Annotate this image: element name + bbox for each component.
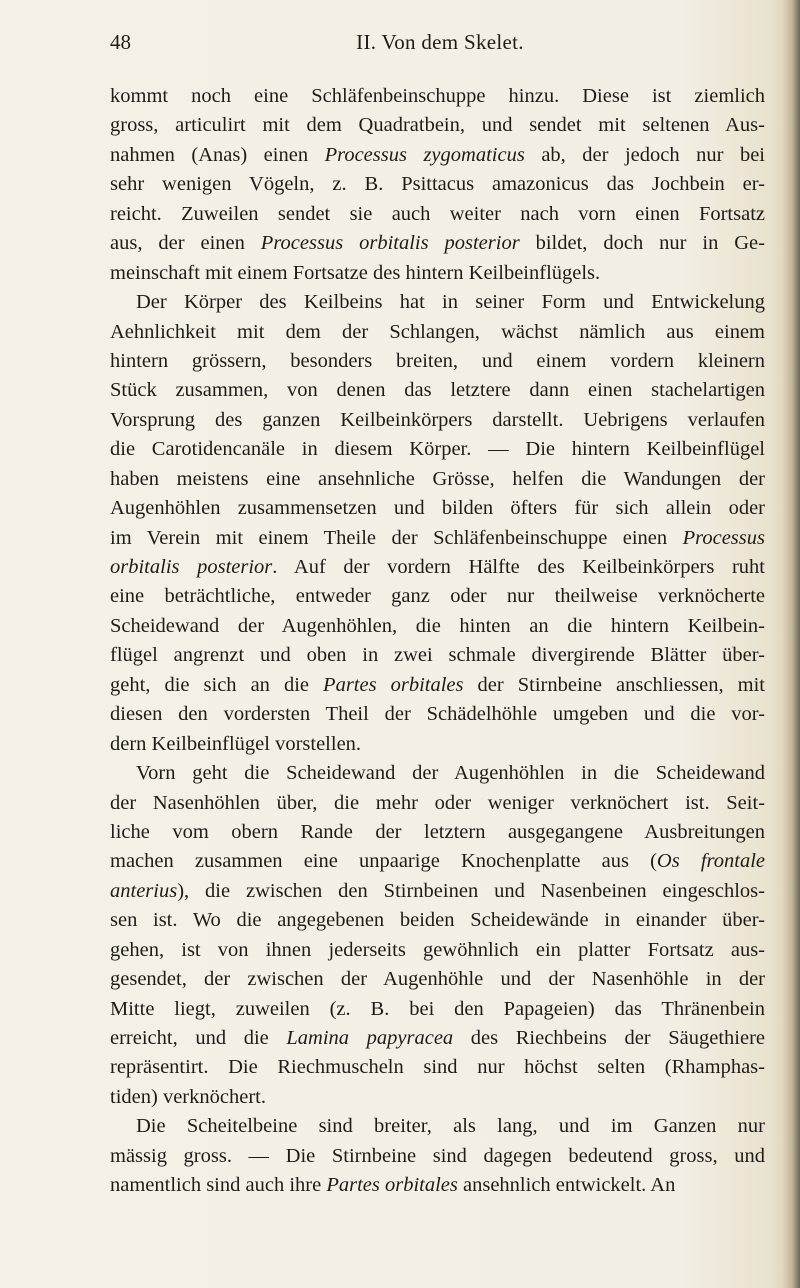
text-line xyxy=(110,789,765,818)
text-run: tiden) verknöchert. xyxy=(110,1085,266,1108)
text-run: . Auf der vordern Hälfte des Keilbeinkörpers ruht xyxy=(272,556,765,578)
text-run: der Nasenhöhlen über, die mehr oder weniger verknöchert ist. Seit- xyxy=(110,791,765,814)
italic-term: Processus orbitalis posterior xyxy=(260,232,520,255)
text-line xyxy=(110,288,765,317)
text-run: kommt noch eine Schläfenbeinschuppe hinzu. Diese ist ziemlich xyxy=(110,85,765,107)
text-line xyxy=(110,1053,765,1082)
text-run: Mitte liegt, zuweilen (z. B. bei den Papageien) das Thränenbein xyxy=(110,997,765,1020)
text-line xyxy=(110,1142,765,1171)
text-run: meinschaft mit einem Fortsatze des hintern Keilbeinflügels. xyxy=(110,261,601,284)
text-run: die Carotidencanäle in diesem Körper. — Die hintern Keilbeinflügel xyxy=(110,438,765,461)
text-line xyxy=(110,465,765,494)
text-run: eine beträchtliche, entweder ganz oder nur theilweise verknöcherte xyxy=(110,585,765,608)
text-line xyxy=(110,730,765,759)
text-line xyxy=(110,700,765,729)
text-run: geht, die sich an die xyxy=(110,673,324,696)
text-line xyxy=(110,582,765,611)
text-line xyxy=(110,612,765,641)
text-line xyxy=(110,170,765,199)
italic-term: Lamina papyracea xyxy=(286,1027,454,1049)
italic-term: Processus xyxy=(682,526,765,549)
text-line xyxy=(110,406,765,435)
text-run: der Stirnbeine anschliessen, mit xyxy=(463,673,765,696)
text-run: hintern grössern, besonders breiten, und einem vordern kleinern xyxy=(110,349,765,372)
text-run: Die Scheitelbeine sind breiter, als lang, und im Ganzen nur xyxy=(136,1115,765,1138)
text-line xyxy=(110,1024,765,1053)
text-line xyxy=(110,376,765,405)
text-run: Scheidewand der Augenhöhlen, die hinten an die hintern Keilbein- xyxy=(110,614,765,637)
text-run: haben meistens eine ansehnliche Grösse, helfen die Wandungen der xyxy=(110,467,765,490)
text-run: machen zusammen eine unpaarige Knochenplatte aus ( xyxy=(110,850,657,873)
text-line xyxy=(110,1112,765,1141)
text-run: repräsentirt. Die Riechmuscheln sind nur höchst selten (Rhamphas- xyxy=(110,1056,765,1079)
text-line xyxy=(110,200,765,229)
text-run: ab, der jedoch nur bei xyxy=(524,143,765,166)
page-header xyxy=(110,30,770,62)
text-line xyxy=(110,936,765,965)
text-run: gehen, ist von ihnen jederseits gewöhnlich ein platter Fortsatz aus- xyxy=(110,938,765,961)
text-line xyxy=(110,847,765,876)
text-run: sehr wenigen Vögeln, z. B. Psittacus amazonicus das Jochbein er- xyxy=(110,173,765,196)
text-run: dern Keilbeinflügel vorstellen. xyxy=(110,732,362,755)
text-line xyxy=(110,82,765,111)
text-line xyxy=(110,906,765,935)
italic-term: Processus zygomaticus xyxy=(324,143,525,166)
text-line xyxy=(110,877,765,906)
text-run: ), die zwischen den Stirnbeinen und Nasenbeinen eingeschlos- xyxy=(177,879,765,902)
text-line xyxy=(110,759,765,788)
italic-term: anterius xyxy=(110,879,178,902)
text-run: Vorsprung des ganzen Keilbeinkörpers darstellt. Uebrigens verlaufen xyxy=(110,408,765,431)
text-line xyxy=(110,259,765,288)
text-line xyxy=(110,229,765,258)
text-line xyxy=(110,494,765,523)
text-run: mässig gross. — Die Stirnbeine sind dagegen bedeutend gross, und xyxy=(110,1144,765,1167)
italic-term: Partes orbitales xyxy=(323,673,464,696)
text-run: Vorn geht die Scheidewand der Augenhöhlen in die Scheidewand xyxy=(136,762,765,785)
text-line xyxy=(110,141,765,170)
text-line xyxy=(110,995,765,1024)
text-run: liche vom obern Rande der letztern ausgegangene Ausbreitungen xyxy=(110,820,765,843)
body-text xyxy=(110,82,765,1201)
italic-term: Os frontale xyxy=(656,850,765,873)
text-run: flügel angrenzt und oben in zwei schmale divergirende Blätter über- xyxy=(110,644,765,667)
text-run: nahmen (Anas) einen xyxy=(110,143,325,166)
page-number: 48 xyxy=(110,30,131,54)
text-run: Aehnlichkeit mit dem der Schlangen, wächst nämlich aus einem xyxy=(110,320,765,343)
text-run: bildet, doch nur in Ge- xyxy=(519,232,765,255)
text-line xyxy=(110,524,765,553)
text-run: Der Körper des Keilbeins hat in seiner Form und Entwickelung xyxy=(136,291,765,314)
text-line xyxy=(110,1171,765,1200)
text-line xyxy=(110,347,765,376)
text-run: ansehnlich entwickelt. An xyxy=(457,1174,676,1197)
text-line xyxy=(110,1083,765,1112)
text-line xyxy=(110,965,765,994)
text-run: erreicht, und die xyxy=(110,1027,287,1049)
running-head: II. Von dem Skelet. xyxy=(356,30,524,54)
text-line xyxy=(110,111,765,140)
italic-term: Partes orbitales xyxy=(326,1174,458,1197)
text-line xyxy=(110,671,765,700)
text-run: Stück zusammen, von denen das letztere dann einen stachelartigen xyxy=(110,379,765,402)
text-line xyxy=(110,435,765,464)
text-run: sen ist. Wo die angegebenen beiden Scheidewände in einander über- xyxy=(110,909,765,932)
italic-term: orbitalis posterior xyxy=(110,556,273,578)
text-line xyxy=(110,318,765,347)
page-edge-shadow xyxy=(782,0,800,1288)
text-run: aus, der einen xyxy=(110,232,261,255)
text-run: diesen den vordersten Theil der Schädelhöhle umgeben und die vor- xyxy=(110,703,765,726)
text-run: Augenhöhlen zusammensetzen und bilden öfters für sich allein oder xyxy=(110,497,765,520)
text-run: gesendet, der zwischen der Augenhöhle und der Nasenhöhle in der xyxy=(110,968,765,991)
text-line xyxy=(110,641,765,670)
text-run: gross, articulirt mit dem Quadratbein, und sendet mit seltenen Aus- xyxy=(110,114,765,137)
text-line xyxy=(110,818,765,847)
text-run: des Riechbeins der Säugethiere xyxy=(453,1027,765,1049)
text-run: reicht. Zuweilen sendet sie auch weiter nach vorn einen Fortsatz xyxy=(110,202,765,225)
text-line xyxy=(110,553,765,582)
text-run: namentlich sind auch ihre xyxy=(110,1174,327,1197)
text-run: im Verein mit einem Theile der Schläfenbeinschuppe einen xyxy=(110,526,683,549)
